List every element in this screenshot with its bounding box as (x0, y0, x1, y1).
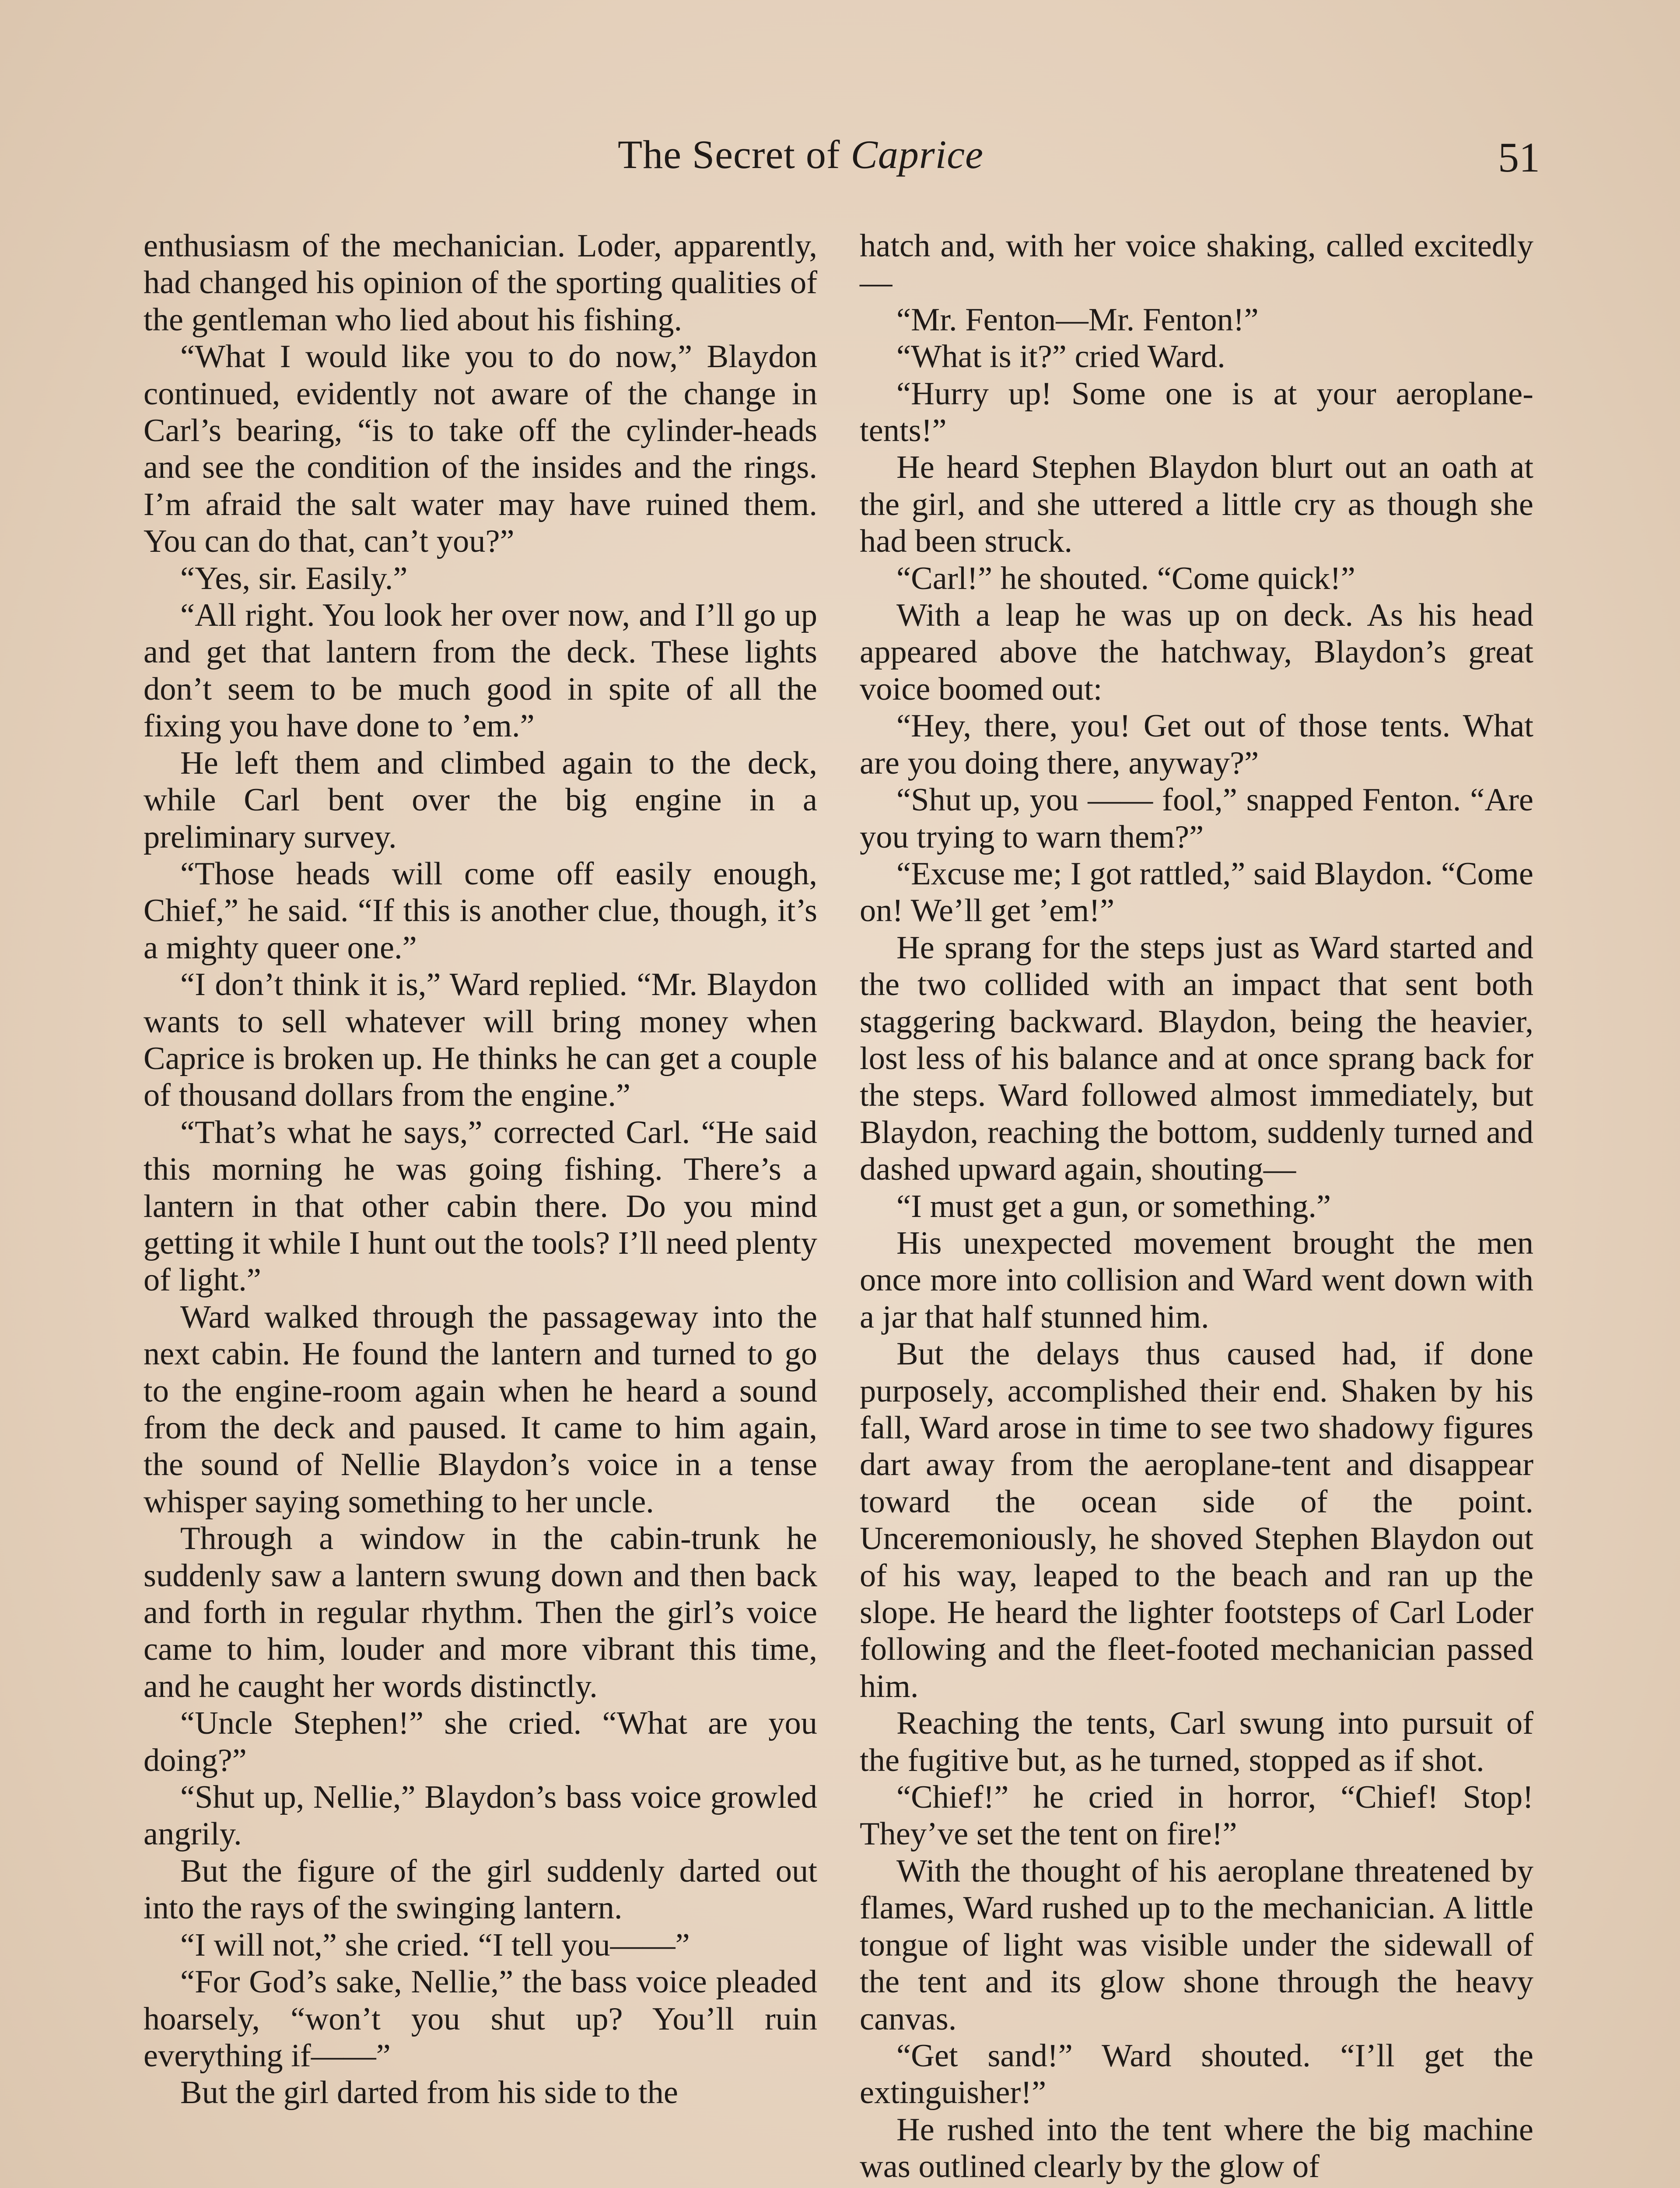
paragraph: “I must get a gun, or something.” (896, 1188, 1331, 1224)
paragraph: “That’s what he says,” corrected Carl. “He said this morning he was going fishing. There’s a lantern in that other cabin there. Do you mind getting it while I hunt out the tools? I’ll need plenty of light.” (144, 1114, 817, 1298)
paragraph: “Carl!” he shouted. “Come quick!” (896, 560, 1355, 596)
left-column (144, 228, 817, 2111)
paragraph: His unexpected movement brought the men once more into collision and Ward went down with a jar that half stunned him. (860, 1225, 1533, 1335)
running-title-prefix: The Secret of (618, 132, 851, 177)
paragraph: “Yes, sir. Easily.” (180, 560, 408, 596)
paragraph: enthusiasm of the mechanician. Loder, apparently, had changed his opinion of the sporting qualities of the gentleman who lied about his fishing. (144, 228, 817, 338)
paragraph: “What is it?” cried Ward. (896, 339, 1225, 375)
paragraph: Through a window in the cabin-trunk he suddenly saw a lantern swung down and then back and forth in regular rhythm. Then the girl’s voice came to him, louder and more vibrant this time, and he caught her words distinctly. (144, 1521, 817, 1704)
paragraph: “Uncle Stephen!” she cried. “What are you doing?” (144, 1705, 817, 1778)
paragraph: “Hey, there, you! Get out of those tents. What are you doing there, anyway?” (860, 708, 1533, 781)
paragraph: He heard Stephen Blaydon blurt out an oath at the girl, and she uttered a little cry as though she had been struck. (860, 449, 1533, 560)
running-title (490, 131, 1111, 178)
paragraph: But the girl darted from his side to the (180, 2075, 678, 2111)
running-head (0, 131, 1680, 184)
right-column (860, 228, 1533, 2185)
paragraph: “What I would like you to do now,” Blaydon continued, evidently not aware of the change in Carl’s bearing, “is to take off the cylinder-heads and see the condition of the insides and the rings. I’m afraid the salt water may have ruined them. You can do that, can’t you?” (144, 339, 817, 560)
paragraph: With a leap he was up on deck. As his head appeared above the hatchway, Blaydon’s great voice boomed out: (860, 597, 1533, 707)
paragraph: He sprang for the steps just as Ward started and the two collided with an impact that sent both staggering backward. Blaydon, being the heavier, lost less of his balance and at once sprang back for the steps. Ward followed almost immediately, but Blaydon, reaching the bottom, suddenly turned and dashed upward again, shouting— (860, 929, 1533, 1188)
paragraph: “Those heads will come off easily enough, Chief,” he said. “If this is another clue, though, it’s a mighty queer one.” (144, 856, 817, 966)
paragraph: “I will not,” she cried. “I tell you——” (180, 1927, 690, 1963)
paragraph: “Shut up, you —— fool,” snapped Fenton. “Are you trying to warn them?” (860, 782, 1533, 855)
paragraph: But the figure of the girl suddenly darted out into the rays of the swinging lantern. (144, 1853, 817, 1926)
paragraph: “Mr. Fenton—Mr. Fenton!” (896, 302, 1259, 338)
paragraph: “For God’s sake, Nellie,” the bass voice pleaded hoarsely, “won’t you shut up? You’ll ruin everything if——” (144, 1964, 817, 2074)
paragraph: With the thought of his aeroplane threatened by flames, Ward rushed up to the mechanician. A little tongue of light was visible under the sidewall of the tent and its glow shone through the heavy canvas. (860, 1853, 1533, 2037)
paragraph: “All right. You look her over now, and I’ll go up and get that lantern from the deck. These lights don’t seem to be much good in spite of all the fixing you have done to ’em.” (144, 597, 817, 744)
paragraph: “Chief!” he cried in horror, “Chief! Stop! They’ve set the tent on fire!” (860, 1779, 1533, 1852)
running-title-italic: Caprice (850, 132, 984, 177)
paragraph: “I don’t think it is,” Ward replied. “Mr. Blaydon wants to sell whatever will bring money when Caprice is broken up. He thinks he can get a couple of thousand dollars from the engine.” (144, 967, 817, 1114)
paragraph: “Hurry up! Some one is at your aeroplane-tents!” (860, 375, 1533, 449)
paragraph: “Excuse me; I got rattled,” said Blaydon. “Come on! We’ll get ’em!” (860, 856, 1533, 929)
paragraph: Reaching the tents, Carl swung into pursuit of the fugitive but, as he turned, stopped as if shot. (860, 1705, 1533, 1778)
paragraph: hatch and, with her voice shaking, called excitedly— (860, 228, 1533, 301)
paragraph: Ward walked through the passageway into the next cabin. He found the lantern and turned to go to the engine-room again when he heard a sound from the deck and paused. It came to him again, the sound of Nellie Blaydon’s voice in a tense whisper saying something to her uncle. (144, 1299, 817, 1520)
paragraph: “Shut up, Nellie,” Blaydon’s bass voice growled angrily. (144, 1779, 817, 1852)
paragraph: “Get sand!” Ward shouted. “I’ll get the extinguisher!” (860, 2037, 1533, 2111)
paragraph: But the delays thus caused had, if done purposely, accomplished their end. Shaken by his fall, Ward arose in time to see two shadowy figures dart away from the aeroplane-tent and disappear toward the ocean side of the point. Unceremoniously, he shoved Stephen Blaydon out of his way, leaped to the beach and ran up the slope. He heard the lighter footsteps of Carl Loder following and the fleet-footed mechanician passed him. (860, 1336, 1533, 1704)
paragraph: He rushed into the tent where the big machine was outlined clearly by the glow of (860, 2111, 1533, 2185)
page-number: 51 (1498, 134, 1540, 181)
paragraph: He left them and climbed again to the deck, while Carl bent over the big engine in a preliminary survey. (144, 745, 817, 855)
